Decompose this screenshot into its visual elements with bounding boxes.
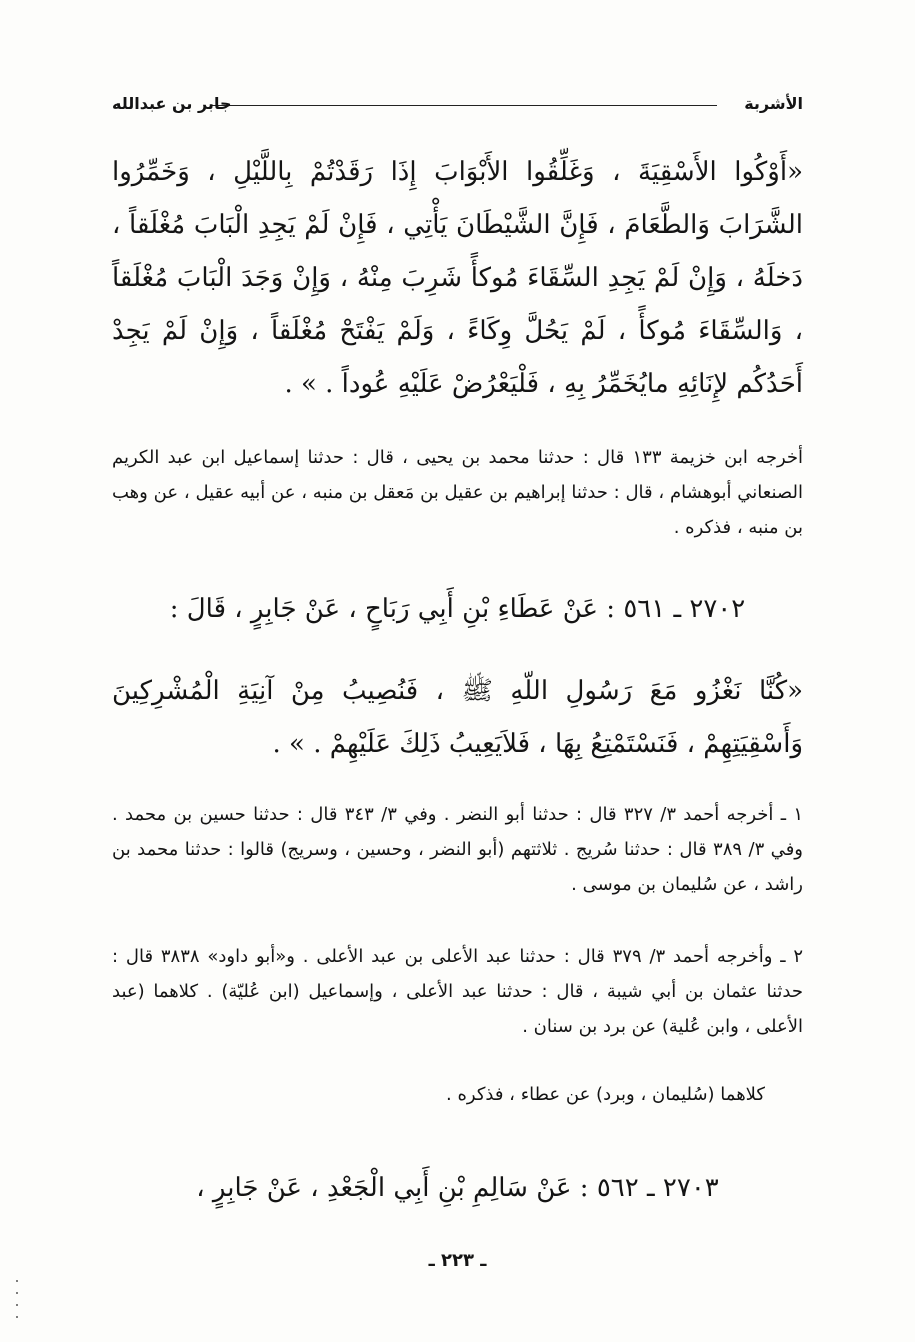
narrator-title: جابر بن عبدالله [112, 94, 232, 113]
hadith-heading-2702: ٢٧٠٢ ـ ٥٦١ : عَنْ عَطَاءِ بْنِ أَبِي رَبَاحٍ ، عَنْ جَابِرٍ ، قَالَ : [169, 594, 746, 624]
page-number: ـ ٢٢٣ ـ [428, 1250, 487, 1271]
margin-dots-decoration [14, 1280, 18, 1330]
takhrij-paragraph-2702-a: ١ ـ أخرجه أحمد ٣/ ٣٢٧ قال : حدثنا أبو النضر . وفي ٣/ ٣٤٣ قال : حدثنا حسين بن محمد . وفي ٣/ ٣٨٩ قال : حدثنا سُريج . ثلاثتهم (أبو النضر ، وحسين ، وسريج) قالوا : حدثنا محمد بن راشد ، عن سُليمان بن موسى . [112, 804, 804, 895]
header-rule [212, 105, 717, 106]
takhrij-paragraph-2702-c: كلاهما (سُليمان ، وبرد) عن عطاء ، فذكره . [446, 1084, 765, 1105]
takhrij-paragraph-1: أخرجه ابن خزيمة ١٣٣ قال : حدثنا محمد بن يحيى ، قال : حدثنا إسماعيل ابن عبد الكريم الصنعاني أبوهشام ، قال : حدثنا إبراهيم بن عقيل بن مَعقل بن منبه ، عن أبيه عقيل ، عن وهب بن منبه ، فذكره . [112, 447, 803, 538]
takhrij-paragraph-2702-b: ٢ ـ وأخرجه أحمد ٣/ ٣٧٩ قال : حدثنا عبد الأعلى بن عبد الأعلى . و«أبو داود» ٣٨٣٨ قال : حدثنا عثمان بن أبي شيبة ، قال : حدثنا عبد الأعلى ، وإسماعيل (ابن عُليّة) . كلاهما (عبد الأعلى ، وابن عُلية) عن برد بن سنان . [112, 946, 803, 1037]
hadith-heading-2703: ٢٧٠٣ ـ ٥٦٢ : عَنْ سَالِمِ بْنِ أَبِي الْجَعْدِ ، عَنْ جَابِرٍ ، [196, 1173, 719, 1203]
hadith-text-2702: «كُنَّا نَغْزُو مَعَ رَسُولِ اللّهِ ﷺ ، فَنُصِيبُ مِنْ آنِيَةِ الْمُشْرِكِينَ وَأَسْقِيَتِهِمْ ، فَنَسْتَمْتِعُ بِهَا ، فَلاَيَعِيبُ ذَلِكَ عَلَيْهِمْ . » . [112, 676, 803, 759]
hadith-text-1: «أَوْكُوا الأَسْقِيَةَ ، وَغَلِّقُوا الأَبْوَابَ إِذَا رَقَدْتُمْ بِاللَّيْلِ ، وَخَمِّرُوا الشَّرَابَ وَالطَّعَامَ ، فَإِنَّ الشَّيْطَانَ يَأْتِي ، فَإِنْ لَمْ يَجِدِ الْبَابَ مُغْلَقاً ، دَخلَهُ ، وَإِنْ لَمْ يَجِدِ السِّقَاءَ مُوكأً شَرِبَ مِنْهُ ، وَإِنْ وَجَدَ الْبَابَ مُغْلَقاً ، وَالسِّقَاءَ مُوكأً ، لَمْ يَحُلَّ وِكَاءً ، وَلَمْ يَفْتَحْ مُغْلَقاً ، وَإِنْ لَمْ يَجِدْ أَحَدُكُم لإِنَائِهِ مايُخَمِّرُ بِهِ ، فَلْيَعْرُضْ عَلَيْهِ عُوداً . » . [112, 157, 803, 399]
chapter-title: الأشربة [744, 94, 803, 113]
running-header [112, 94, 803, 116]
